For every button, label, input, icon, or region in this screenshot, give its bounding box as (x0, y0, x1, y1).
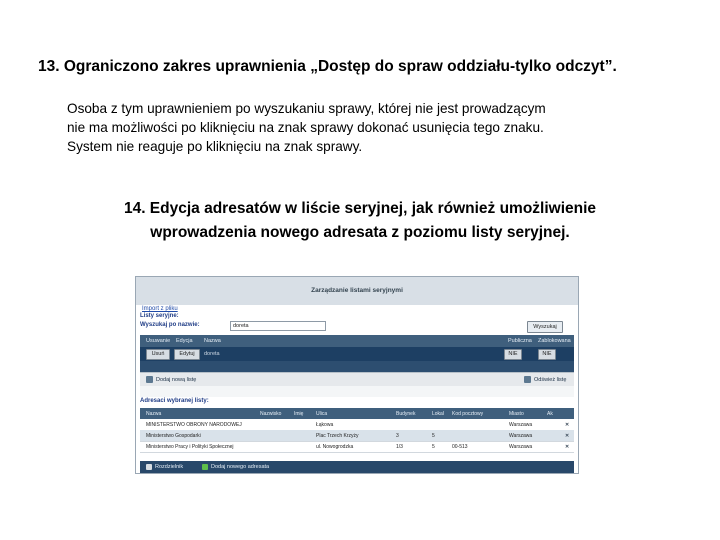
search-button[interactable]: Wyszukaj (527, 321, 563, 333)
delete-icon[interactable]: ✕ (565, 422, 570, 428)
lists-label: Listy seryjne: (140, 313, 179, 319)
lists-table-body (140, 361, 574, 372)
heading-line: 14. Edycja adresatów w liście seryjnej, jak również umożliwienie (123, 200, 597, 217)
column-header: Budynek (396, 411, 416, 417)
recipients-label: Adresaci wybranej listy: (140, 398, 209, 404)
recipient-building: 3 (396, 433, 399, 439)
paragraph-line: Osoba z tym uprawnieniem po wyszukaniu sprawy, której nie jest prowadzącym (67, 101, 546, 116)
delete-list-button[interactable]: Usuń (146, 349, 170, 360)
public-badge: NIE (504, 349, 522, 360)
recipient-city: Warszawa (509, 444, 533, 450)
delete-icon[interactable]: ✕ (565, 444, 570, 450)
recipient-unit: 5 (432, 444, 435, 450)
lists-table-header (140, 335, 574, 347)
search-input[interactable]: doreta (230, 321, 326, 331)
recipient-street: Plac Trzech Krzyży (316, 433, 359, 439)
edit-list-button[interactable]: Edytuj (174, 349, 200, 360)
recipients-table-header (140, 408, 574, 419)
heading-line: wprowadzenia nowego adresata z poziomu listy seryjnej. (150, 224, 570, 241)
embedded-screenshot (135, 276, 579, 474)
add-recipient-button[interactable]: Dodaj nowego adresata (211, 464, 270, 470)
section-13-heading: 13. Ograniczono zakres uprawnienia „Dostęp do spraw oddziału-tylko odczyt”. (38, 58, 617, 75)
paragraph-line: nie ma możliwości po kliknięciu na znak sprawy dokonać usunięcia tego znaku. (67, 120, 544, 135)
import-link[interactable]: Import z pliku (142, 306, 178, 312)
list-row[interactable] (140, 347, 574, 361)
list-icon (146, 464, 152, 470)
recipient-name: Ministerstwo Gospodarki (146, 433, 201, 439)
column-header: Nazwa (204, 338, 221, 344)
paragraph-line: System nie reaguje po kliknięciu na znak sprawy. (67, 139, 363, 154)
plus-icon (202, 464, 208, 470)
lists-toolbar (140, 372, 574, 387)
delete-icon[interactable]: ✕ (565, 433, 570, 439)
recipient-row[interactable] (140, 441, 574, 453)
recipient-name: MINISTERSTWO OBRONY NARODOWEJ (146, 422, 242, 428)
column-header: Miasto (509, 411, 524, 417)
distribution-button[interactable]: Rozdzielnik (155, 464, 184, 470)
recipient-postal: 00-513 (452, 444, 468, 450)
divider (140, 386, 574, 397)
recipient-name: Ministerstwo Pracy i Polityki Społecznej (146, 444, 234, 450)
column-header: Nazwa (146, 411, 162, 417)
column-header: Publiczna (508, 338, 532, 344)
recipient-city: Warszawa (509, 422, 533, 428)
recipients-toolbar (140, 461, 574, 473)
column-header: Edycja (176, 338, 193, 344)
add-icon (146, 376, 153, 383)
column-header: Lokal (432, 411, 444, 417)
column-header: Usuwanie (146, 338, 171, 344)
search-label: Wyszukaj po nazwie: (140, 322, 200, 328)
recipient-street: Łąkowa (316, 422, 334, 428)
column-header: Zablokowana (538, 338, 571, 344)
section-13-paragraph (67, 99, 687, 156)
recipient-street: ul. Nowogrodzka (316, 444, 354, 450)
recipient-unit: 5 (432, 433, 435, 439)
add-list-button[interactable]: Dodaj nową listę (156, 377, 197, 383)
column-header: Ulica (316, 411, 328, 417)
locked-badge: NIE (538, 349, 556, 360)
refresh-list-button[interactable]: Odśwież listę (534, 377, 567, 383)
column-header: Ak (547, 411, 553, 417)
column-header: Imię (294, 411, 304, 417)
column-header: Nazwisko (260, 411, 282, 417)
recipient-building: 1/3 (396, 444, 403, 450)
panel-title: Zarządzanie listami seryjnymi (136, 277, 578, 305)
recipient-city: Warszawa (509, 433, 533, 439)
section-14-heading (60, 197, 660, 245)
list-name: doreta (204, 351, 220, 357)
column-header: Kod pocztowy (452, 411, 484, 417)
refresh-icon (524, 376, 531, 383)
